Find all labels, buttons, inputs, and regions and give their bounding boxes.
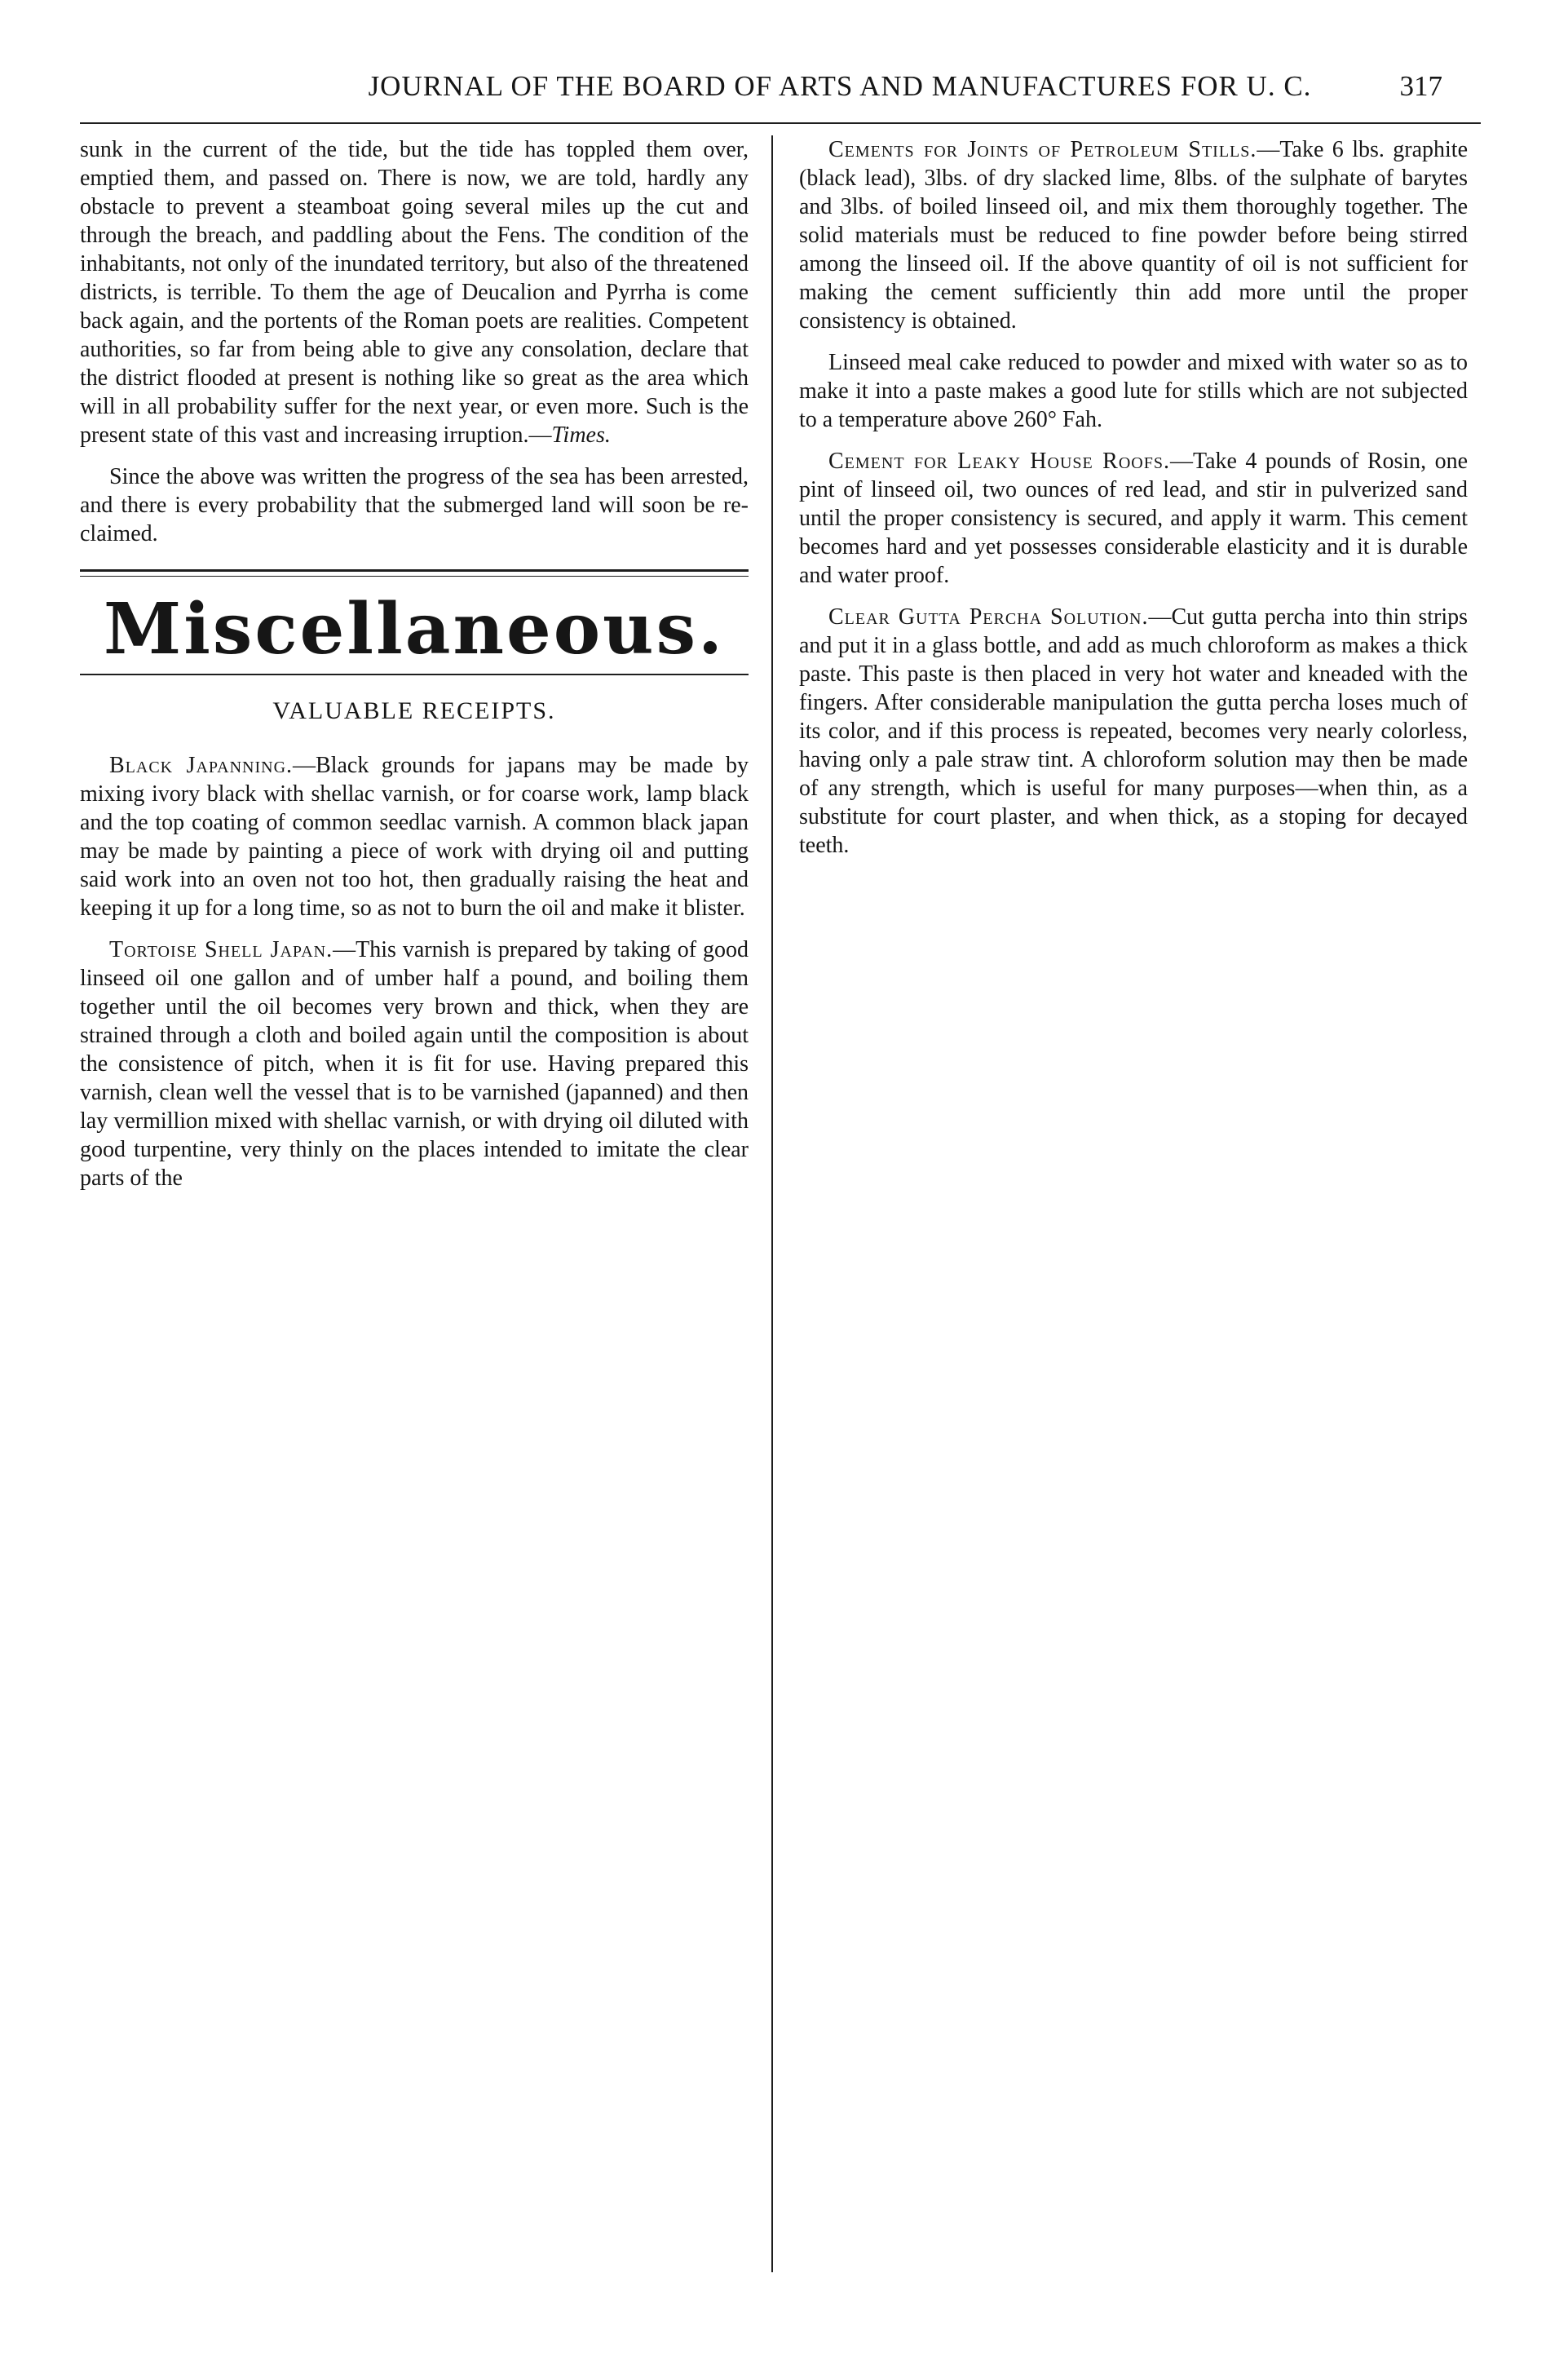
right-column <box>799 135 1468 873</box>
flood-article-postscript: Since the above was written the progress of the sea has been arrested, and there is every probability that the submerged land will soon be re-claimed. <box>80 464 749 546</box>
page-number: 317 <box>1399 70 1442 102</box>
flood-article-source: Times. <box>551 422 611 448</box>
left-column <box>80 135 749 1205</box>
subsection-title: VALUABLE RECEIPTS. <box>272 697 556 724</box>
running-title: JOURNAL OF THE BOARD OF ARTS AND MANUFACTURES FOR U. C. <box>368 70 1312 102</box>
black-japanning-paragraph <box>80 751 749 922</box>
flood-article-paragraph <box>80 135 749 449</box>
black-japanning-text: —Black grounds for japans may be made by mixing ivory black with shellac varnish, or for coarse work, lamp black and the top coating of common seedlac varnish. A common black japan may be made by painting a piece of work with drying oil and putting said work into an oven not too hot, then gradually raising the heat and keeping it up for a long time, so as not to burn the oil and make it blister. <box>80 752 749 921</box>
cements-heading: Cements for Joints of Petroleum Stills. <box>828 137 1257 162</box>
leaky-roofs-text: —Take 4 pounds of Rosin, one pint of linseed oil, two ounces of red lead, and stir in pulverized sand until the proper consistency is secured, and apply it warm. This cement becomes hard and yet possesses considerable elasticity and it is durable and water proof. <box>799 449 1468 588</box>
header-rule <box>80 122 1481 124</box>
gutta-percha-heading: Clear Gutta Percha Solution. <box>828 604 1149 630</box>
gutta-percha-text: —Cut gutta percha into thin strips and put it in a glass bottle, and add as much chloroform as makes a thick paste. This paste is then placed in very hot water and kneaded with the fingers. After considerable manipulation the gutta percha loses much of its color, and if this process is repeated, becomes very nearly colorless, having only a pale straw tint. A chloroform solution may then be made of any strength, which is useful for many purposes—when thin, as a substitute for court plaster, and when thick, as a stoping for decayed teeth. <box>799 604 1468 858</box>
tortoise-shell-paragraph <box>80 935 749 1192</box>
section-rule <box>80 569 749 577</box>
gutta-percha-paragraph <box>799 603 1468 860</box>
section-title-rule <box>80 674 749 675</box>
black-japanning-heading: Black Japanning. <box>109 752 294 778</box>
leaky-roofs-heading: Cement for Leaky House Roofs. <box>828 449 1170 474</box>
linseed-paragraph: Linseed meal cake reduced to powder and mixed with water so as to make it into a paste makes a good lute for stills which are not subjected to a temperature above 260° Fah. <box>799 350 1468 432</box>
leaky-roofs-paragraph <box>799 447 1468 590</box>
cements-paragraph <box>799 135 1468 335</box>
flood-article-text: sunk in the current of the tide, but the tide has toppled them over, emptied them, and passed on. There is now, we are told, hardly any obstacle to prevent a steamboat going several miles up the cut and through the breach, and paddling about the Fens. The condition of the inhabitants, not only of the inundated territory, but also of the threatened districts, is terrible. To them the age of Deucalion and Pyrrha is come back again, and the portents of the Roman poets are realities. Competent authorities, so far from being able to give any consolation, declare that the district flooded at present is nothing like so great as the area which will in all probability suffer for the next year, or even more. Such is the present state of this vast and increasing irruption.— <box>80 137 749 448</box>
cements-text: —Take 6 lbs. graphite (black lead), 3lbs. of dry slacked lime, 8lbs. of the sulphate of barytes and 3lbs. of boiled linseed oil, and mix them thoroughly together. The solid materials must be reduced to fine powder before being stirred among the linseed oil. If the above quantity of oil is not sufficient for making the cement sufficiently thin add more until the proper consistency is obtained. <box>799 137 1469 334</box>
section-title: Miscellaneous. <box>104 588 725 670</box>
tortoise-shell-text: —This varnish is prepared by taking of good linseed oil one gallon and of umber half a pound, and boiling them together until the oil becomes very brown and thick, when they are strained through a cloth and boiled again until the composition is about the consistence of pitch, when it is fit for use. Having prepared this varnish, clean well the vessel that is to be varnished (japanned) and then lay vermillion mixed with shellac varnish, or with drying oil diluted with good turpentine, very thinly on the places intended to imitate the clear parts of the <box>80 936 749 1191</box>
column-divider <box>771 135 773 2272</box>
tortoise-shell-heading: Tortoise Shell Japan. <box>109 936 333 962</box>
